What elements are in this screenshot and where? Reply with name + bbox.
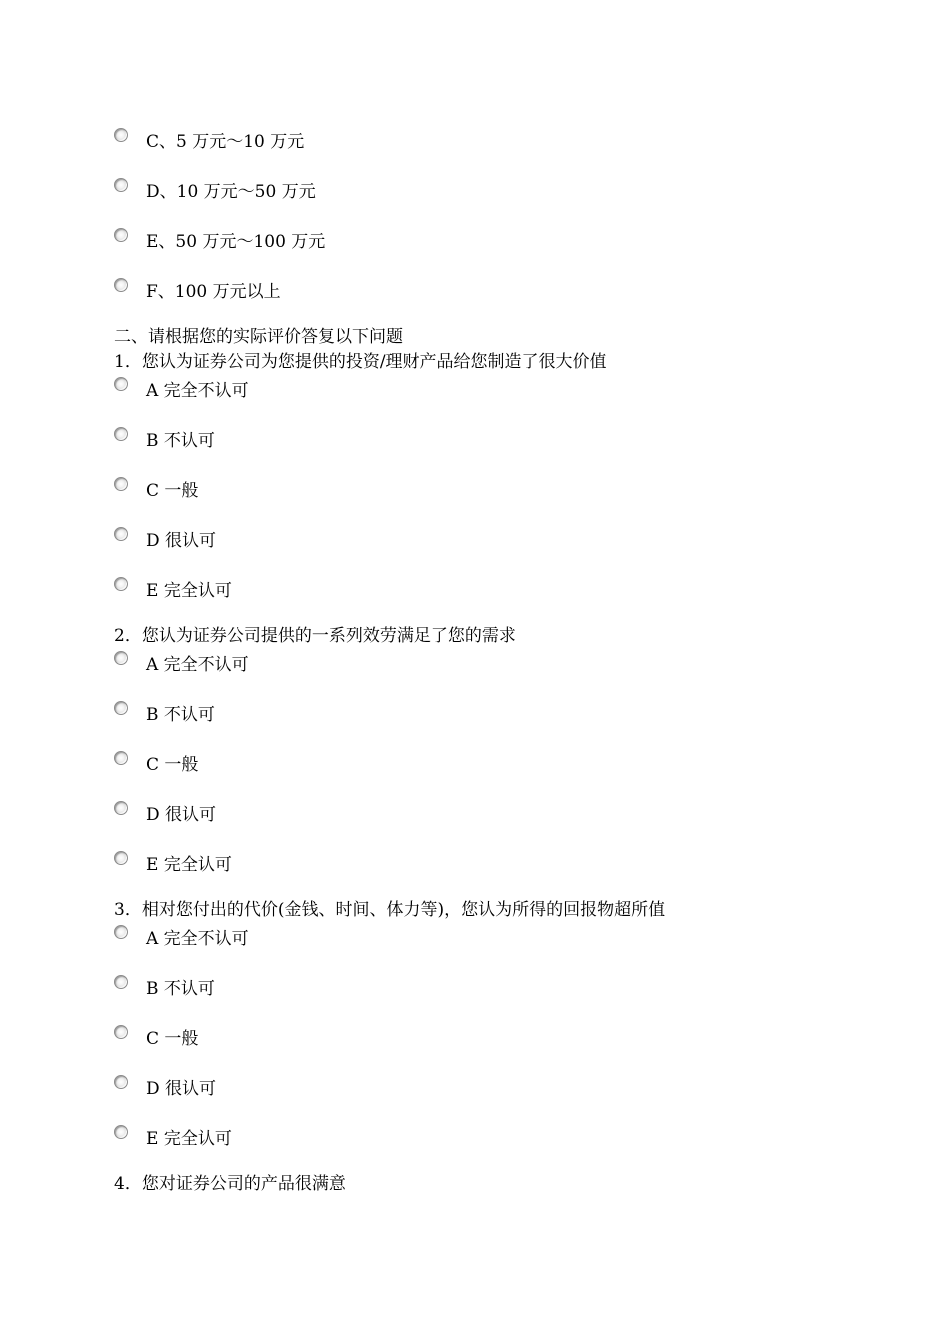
option-label: E 完全认可 (146, 581, 232, 601)
q2-option-d[interactable] (114, 801, 217, 831)
q2-option-b[interactable] (114, 701, 215, 731)
q3-option-b[interactable] (114, 975, 215, 1005)
question-4-text: 4．您对证券公司的产品很满意 (114, 1174, 346, 1194)
q3-option-a[interactable] (114, 925, 249, 955)
option-label: C 一般 (146, 481, 199, 501)
radio-button[interactable] (114, 1125, 128, 1139)
option-label: C 一般 (146, 1029, 199, 1049)
option-label: C、5 万元～10 万元 (146, 132, 305, 152)
q1-option-c[interactable] (114, 477, 199, 507)
option-label: F、100 万元以上 (146, 282, 281, 302)
radio-button[interactable] (114, 1025, 128, 1039)
income-option-f[interactable] (114, 278, 281, 308)
radio-button[interactable] (114, 925, 128, 939)
income-option-e[interactable] (114, 228, 326, 258)
q3-option-d[interactable] (114, 1075, 217, 1105)
radio-button[interactable] (114, 751, 128, 765)
option-label: E、50 万元～100 万元 (146, 232, 326, 252)
radio-button[interactable] (114, 851, 128, 865)
option-label: D、10 万元～50 万元 (146, 182, 316, 202)
radio-button[interactable] (114, 651, 128, 665)
income-option-d[interactable] (114, 178, 316, 208)
option-label: E 完全认可 (146, 1129, 232, 1149)
option-label: A 完全不认可 (146, 655, 249, 675)
option-label: B 不认可 (146, 979, 215, 999)
question-1-text: 1．您认为证券公司为您提供的投资/理财产品给您制造了很大价值 (114, 352, 607, 372)
radio-button[interactable] (114, 178, 128, 192)
q1-option-e[interactable] (114, 577, 232, 607)
radio-button[interactable] (114, 427, 128, 441)
option-label: D 很认可 (146, 531, 217, 551)
radio-button[interactable] (114, 527, 128, 541)
q2-option-a[interactable] (114, 651, 249, 681)
q1-option-a[interactable] (114, 377, 249, 407)
question-2-text: 2．您认为证券公司提供的一系列效劳满足了您的需求 (114, 626, 516, 646)
radio-button[interactable] (114, 577, 128, 591)
q3-option-e[interactable] (114, 1125, 232, 1155)
q2-option-c[interactable] (114, 751, 199, 781)
radio-button[interactable] (114, 228, 128, 242)
radio-button[interactable] (114, 975, 128, 989)
q1-option-d[interactable] (114, 527, 217, 557)
option-label: D 很认可 (146, 805, 217, 825)
option-label: D 很认可 (146, 1079, 217, 1099)
radio-button[interactable] (114, 278, 128, 292)
option-label: B 不认可 (146, 431, 215, 451)
radio-button[interactable] (114, 801, 128, 815)
radio-button[interactable] (114, 128, 128, 142)
question-3-text: 3．相对您付出的代价(金钱、时间、体力等)，您认为所得的回报物超所值 (114, 900, 666, 920)
option-label: C 一般 (146, 755, 199, 775)
radio-button[interactable] (114, 477, 128, 491)
q1-option-b[interactable] (114, 427, 215, 457)
option-label: A 完全不认可 (146, 929, 249, 949)
radio-button[interactable] (114, 701, 128, 715)
q3-option-c[interactable] (114, 1025, 199, 1055)
radio-button[interactable] (114, 1075, 128, 1089)
option-label: E 完全认可 (146, 855, 232, 875)
q2-option-e[interactable] (114, 851, 232, 881)
section-title: 二、请根据您的实际评价答复以下问题 (114, 327, 403, 347)
option-label: A 完全不认可 (146, 381, 249, 401)
radio-button[interactable] (114, 377, 128, 391)
option-label: B 不认可 (146, 705, 215, 725)
income-option-c[interactable] (114, 128, 305, 158)
